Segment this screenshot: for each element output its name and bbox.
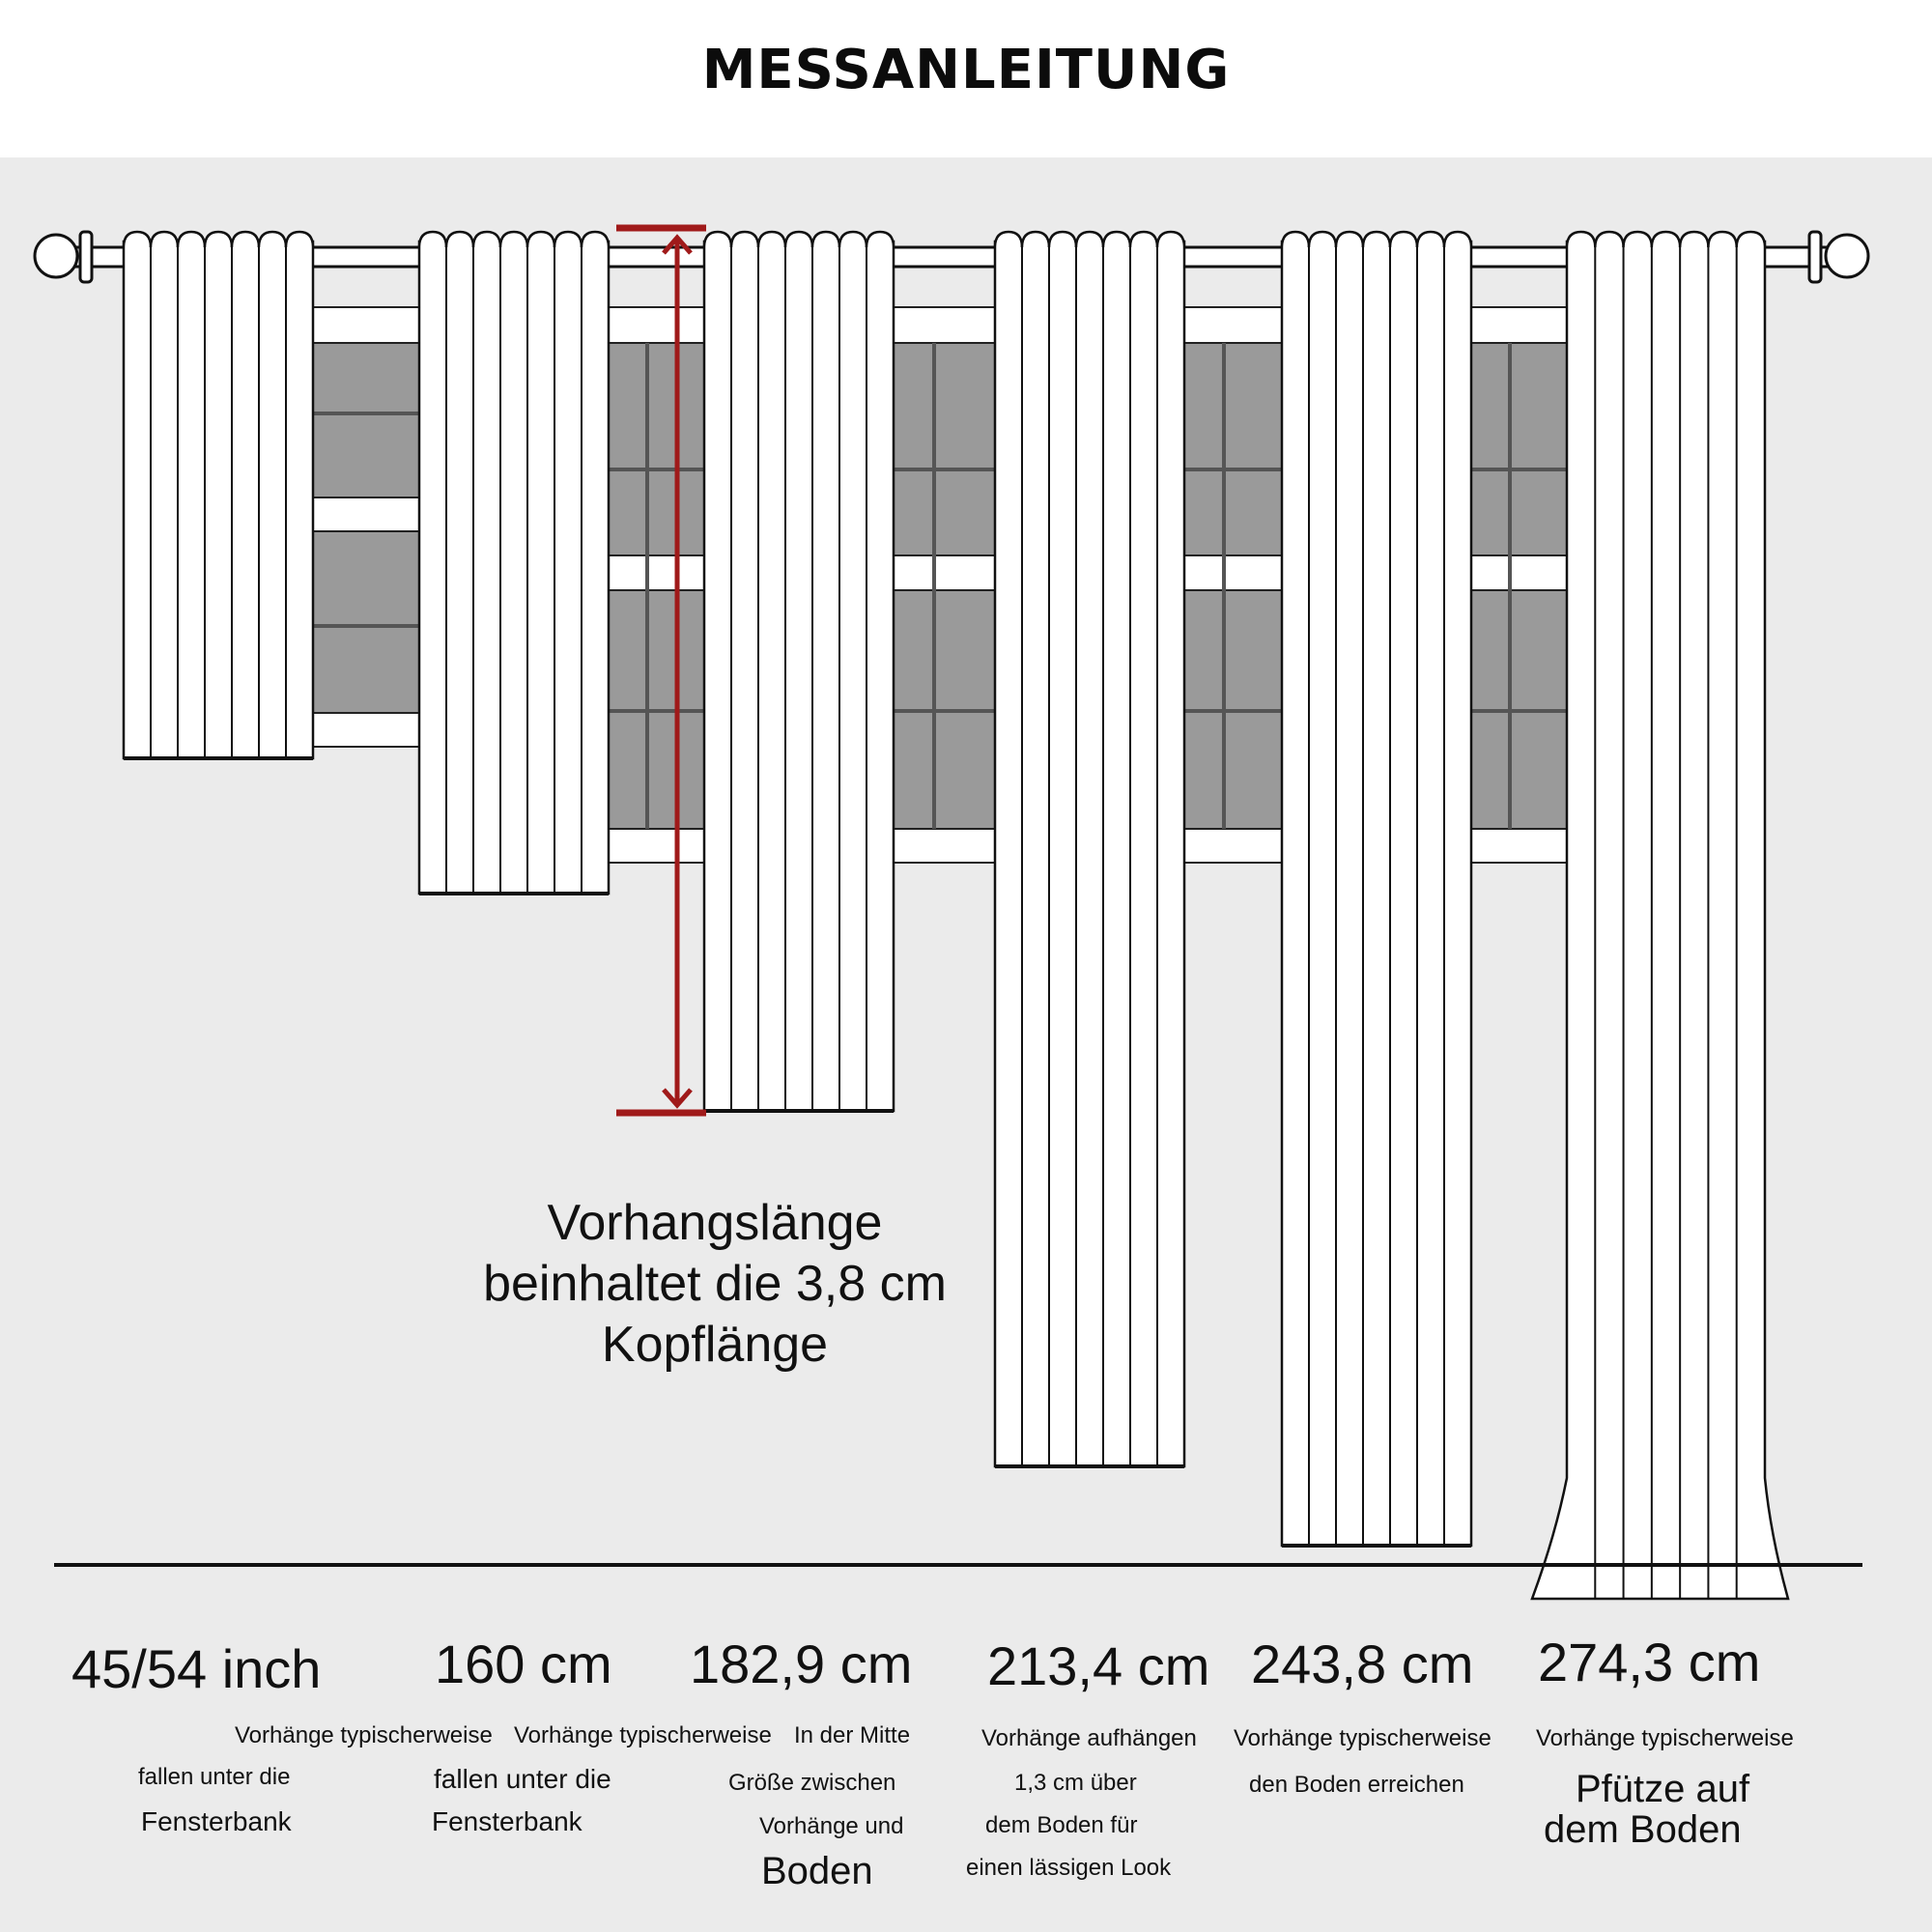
curtain-grommet [867,232,894,247]
curtain-panel-3 [704,232,894,1111]
window-pane [313,343,419,497]
caption-4-line-1: Vorhänge aufhängen [981,1725,1197,1751]
caption-6-line-2: Pfütze auf [1576,1768,1750,1810]
curtain-grommet [1567,232,1595,247]
caption-3-line-4: Boden [761,1850,873,1892]
page-title: MESSANLEITUNG [701,39,1231,101]
curtain-grommet [1363,232,1390,247]
caption-2-line-1: Vorhänge typischerweise [514,1722,772,1748]
window-pane [313,531,419,713]
curtain-grommet [1282,232,1309,247]
curtain-grommet [124,232,151,247]
curtain-body [704,242,894,1111]
curtain-grommet [812,232,839,247]
rod-bracket-right [1809,232,1821,282]
caption-2-line-3: Fensterbank [432,1806,582,1836]
caption-3-line-1: In der Mitte [794,1722,911,1748]
caption-1-line-1: Vorhänge typischerweise [235,1722,493,1748]
value-274-3-cm: 274,3 cm [1538,1632,1761,1692]
curtain-grommet [704,232,731,247]
curtain-panel-4 [995,232,1184,1466]
curtain-grommet [1680,232,1708,247]
curtain-grommet [419,232,446,247]
value-182-9-cm: 182,9 cm [690,1634,913,1694]
curtain-grommet [839,232,867,247]
curtain-grommet [527,232,554,247]
curtain-body [124,242,313,758]
curtain-grommet [731,232,758,247]
curtain-grommet [1157,232,1184,247]
caption-3-line-3: Vorhänge und [759,1813,904,1839]
curtain-grommet [582,232,609,247]
curtain-grommet [286,232,313,247]
caption-1-line-2: fallen unter die [138,1764,291,1790]
curtain-grommet [1624,232,1652,247]
curtain-grommet [1417,232,1444,247]
curtain-grommet [151,232,178,247]
caption-6-line-3: dem Boden [1544,1808,1742,1851]
curtain-grommet [1309,232,1336,247]
value-243-8-cm: 243,8 cm [1251,1634,1474,1694]
curtain-grommet [500,232,527,247]
curtain-grommet [473,232,500,247]
curtain-grommet [1708,232,1736,247]
length-note [425,1193,1005,1376]
curtain-grommet [785,232,812,247]
curtain-grommet [1076,232,1103,247]
curtain-grommet [1595,232,1623,247]
rod-bracket-left [80,232,92,282]
note-line-2: beinhaltet die 3,8 cm [483,1256,947,1312]
curtain-panel-5 [1282,232,1471,1546]
curtain-panel-1 [124,232,313,758]
caption-5-line-2: den Boden erreichen [1249,1772,1464,1798]
curtain-grommet [1390,232,1417,247]
curtain-grommet [1737,232,1765,247]
curtain-grommet [1103,232,1130,247]
caption-5-line-1: Vorhänge typischerweise [1234,1725,1492,1751]
curtain-body [1282,242,1471,1546]
value-45-54-inch: 45/54 inch [71,1638,322,1699]
curtain-grommet [1652,232,1680,247]
curtain-grommet [446,232,473,247]
curtain-panel-6 [1532,232,1788,1599]
curtain-grommet [1022,232,1049,247]
curtain-grommet [232,232,259,247]
curtain-grommet [259,232,286,247]
curtain-grommet [1130,232,1157,247]
curtain-grommet [178,232,205,247]
caption-4-line-3: dem Boden für [985,1812,1138,1838]
caption-4-line-4: einen lässigen Look [966,1855,1172,1881]
caption-3-line-2: Größe zwischen [728,1770,896,1796]
caption-4-line-2: 1,3 cm über [1014,1770,1137,1796]
caption-1-line-3: Fensterbank [141,1806,292,1836]
curtain-grommet [1336,232,1363,247]
curtain-grommet [995,232,1022,247]
curtain-panel-2 [419,232,609,894]
rod-finial-left [35,235,77,277]
note-line-3: Kopflänge [601,1317,829,1373]
note-line-1: Vorhangslänge [547,1195,883,1251]
value-160-cm: 160 cm [435,1634,612,1694]
curtain-body [995,242,1184,1466]
curtain-grommet [1444,232,1471,247]
caption-6-line-1: Vorhänge typischerweise [1536,1725,1794,1751]
caption-2-line-2: fallen unter die [434,1764,611,1794]
curtain-grommet [554,232,582,247]
rod-finial-right [1826,235,1868,277]
curtain-grommet [758,232,785,247]
curtain-body [1532,242,1788,1599]
curtain-grommet [1049,232,1076,247]
value-213-4-cm: 213,4 cm [987,1635,1210,1696]
curtain-body [419,242,609,894]
curtain-grommet [205,232,232,247]
